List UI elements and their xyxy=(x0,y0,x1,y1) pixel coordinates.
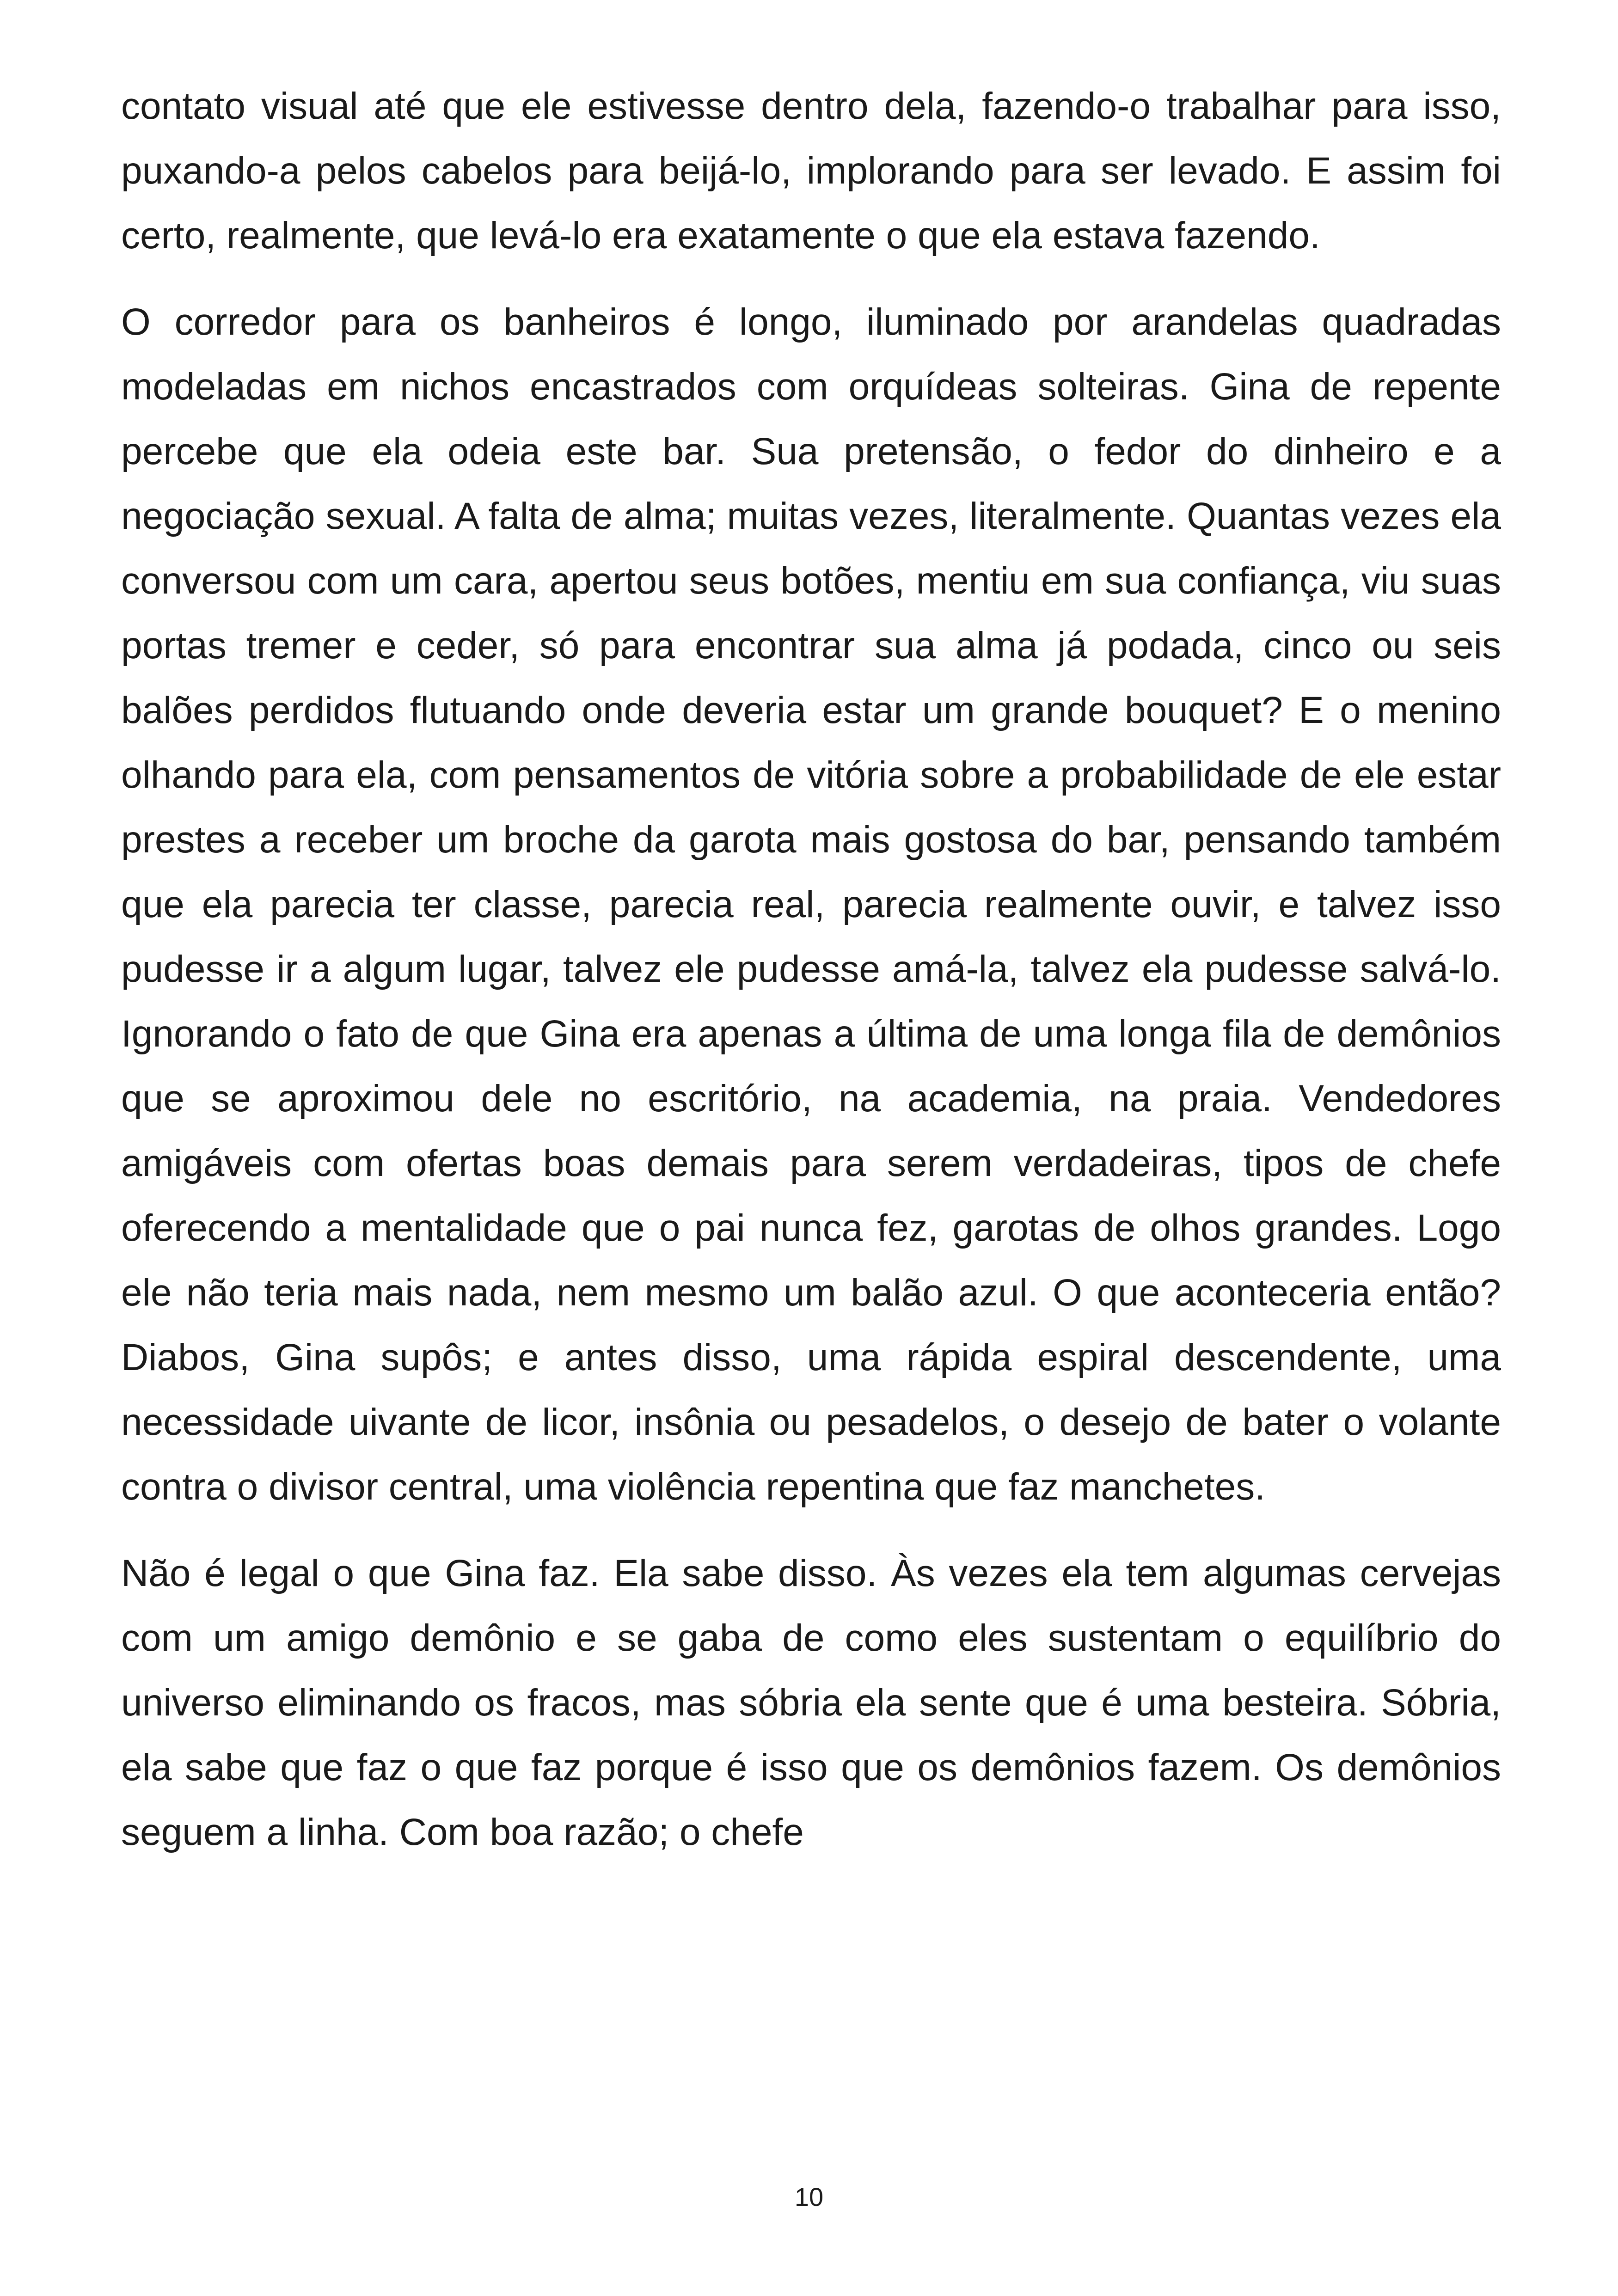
page-number: 10 xyxy=(794,2182,824,2211)
paragraph-3: Não é legal o que Gina faz. Ela sabe disso. Às vezes ela tem algumas cervejas com um amigo demônio e se gaba de como eles sustentam o equilíbrio do universo eliminando os fracos, mas sóbria ela sente que é uma besteira. Sóbria, ela sabe que faz o que faz porque é isso que os demônios fazem. Os demônios seguem a linha. Com boa razão; o chefe xyxy=(121,1552,1501,1853)
paragraph-2: O corredor para os banheiros é longo, iluminado por arandelas quadradas modeladas em nichos encastrados com orquídeas solteiras. Gina de repente percebe que ela odeia este bar. Sua pretensão, o fedor do dinheiro e a negociação sexual. A falta de alma; muitas vezes, literalmente. Quantas vezes ela conversou com um cara, apertou seus botões, mentiu em sua confiança, viu suas portas tremer e ceder, só para encontrar sua alma já podada, cinco ou seis balões perdidos flutuando onde deveria estar um grande bouquet? E o menino olhando para ela, com pensamentos de vitória sobre a probabilidade de ele estar prestes a receber um broche da garota mais gostosa do bar, pensando também que ela parecia ter classe, parecia real, parecia realmente ouvir, e talvez isso pudesse ir a algum lugar, talvez ele pudesse amá-la, talvez ela pudesse salvá-lo. Ignorando o fato de que Gina era apenas a última de uma longa fila de demônios que se aproximou dele no escritório, na academia, na praia. Vendedores amigáveis com ofertas boas demais para serem verdadeiras, tipos de chefe oferecendo a mentalidade que o pai nunca fez, garotas de olhos grandes. Logo ele não teria mais nada, nem mesmo um balão azul. O que aconteceria então? Diabos, Gina supôs; e antes disso, uma rápida espiral descendente, uma necessidade uivante de licor, insônia ou pesadelos, o desejo de bater o volante contra o divisor central, uma violência repentina que faz manchetes. xyxy=(121,301,1501,1508)
paragraph-1: contato visual até que ele estivesse dentro dela, fazendo-o trabalhar para isso, puxando-a pelos cabelos para beijá-lo, implorando para ser levado. E assim foi certo, realmente, que levá-lo era exatamente o que ela estava fazendo. xyxy=(121,85,1501,257)
body-text xyxy=(121,74,1501,1886)
